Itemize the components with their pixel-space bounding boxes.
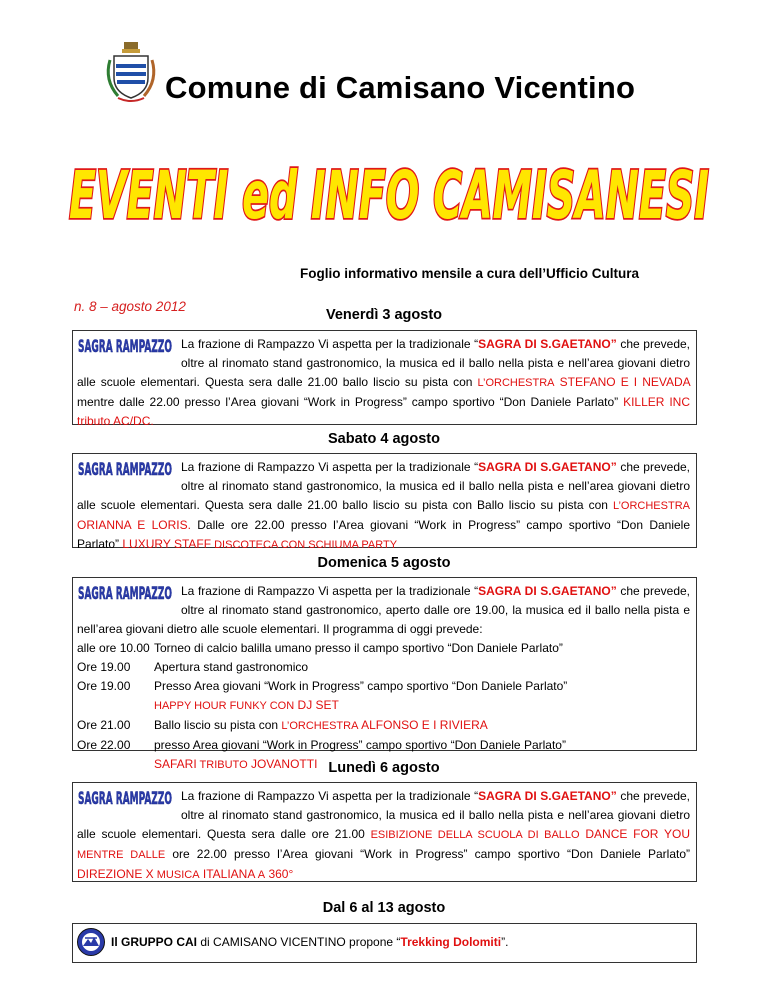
intro-text: La frazione di Rampazzo Vi aspetta per la tradizionale “: [181, 584, 479, 598]
day-heading-4: Lunedì 6 agosto: [328, 760, 440, 776]
orchestra-label: L’ORCHESTRA: [612, 500, 690, 512]
sagra-rampazzo-logo: [77, 336, 173, 356]
event-text: ore 22.00 presso l’Area giovani “Work in Progress” campo sportivo “Don Daniele Parlato”: [165, 847, 691, 861]
program-row: [77, 639, 690, 658]
sagra-logo-text: SAGRA RAMPAZZO: [78, 584, 172, 604]
event-box-4: [72, 782, 697, 882]
event-text: la musica ed il ballo nella pista e nell’area giovani dietro alle scuole elementari. Questa sera dalle ore 21.00: [77, 808, 690, 841]
event-text: mentre dalle 22.00 presso l’Area giovani “Work in Progress” campo sportivo “Don Daniele Parlato”: [77, 395, 624, 409]
program-list: [77, 639, 690, 775]
municipal-crest-icon: [104, 40, 158, 106]
sagra-rampazzo-logo: [77, 459, 173, 479]
sagra-rampazzo-logo: [77, 788, 173, 808]
intro-text: La frazione di Rampazzo Vi aspetta per la tradizionale “: [181, 789, 479, 803]
sagra-name: SAGRA DI S.GAETANO”: [478, 337, 617, 351]
program-text: presso Area giovani “Work in Progress” campo sportivo “Don Daniele Parlato”: [154, 738, 566, 752]
subtitle: Foglio informativo mensile a cura dell’Ufficio Cultura: [300, 266, 640, 281]
band-name: ORIANNA E LORIS.: [77, 518, 191, 532]
cai-description: di CAMISANO VICENTINO propone “: [197, 935, 401, 949]
event-text: la musica ed il ballo nella pista e nell’area giovani dietro alle scuole elementari. Questa sera dalle 21.00 ballo liscio su pista con: [77, 356, 690, 389]
program-text-red: L’ORCHESTRA: [281, 720, 359, 732]
comune-title: Comune di Camisano Vicentino: [165, 70, 636, 105]
cai-group: Il GRUPPO CAI: [111, 935, 198, 949]
program-time: alle ore 10.00: [77, 641, 150, 655]
cai-text: [111, 935, 508, 949]
program-row: [77, 677, 690, 696]
intro-text-post: che prevede, oltre al rinomato stand gastronomico,: [181, 584, 690, 617]
program-text: Presso Area giovani “Work in Progress” campo sportivo “Don Daniele Parlato”: [154, 679, 568, 693]
program-text-red: DJ SET: [294, 698, 339, 712]
band-name: STEFANO E I NEVADA: [554, 375, 690, 389]
program-text: Torneo di calcio balilla umano presso il campo sportivo “Don Daniele Parlato”: [154, 641, 563, 655]
banner-title: [62, 140, 717, 240]
esibizione-label: ESIBIZIONE DELLA SCUOLA DI BALLO: [370, 829, 580, 841]
sagra-logo-text: SAGRA RAMPAZZO: [78, 789, 172, 809]
sagra-logo-text: SAGRA RAMPAZZO: [78, 337, 172, 357]
intro-text: La frazione di Rampazzo Vi aspetta per la tradizionale “: [181, 460, 479, 474]
program-text-red: ALFONSO E I RIVIERA: [358, 718, 488, 732]
program-row: [77, 658, 690, 677]
sagra-logo-text: SAGRA RAMPAZZO: [78, 460, 172, 480]
sagra-name: SAGRA DI S.GAETANO”: [478, 789, 617, 803]
school-name: DANCE FOR YOU: [579, 827, 690, 841]
sagra-name: SAGRA DI S.GAETANO”: [478, 460, 617, 474]
intro-text-post: che prevede, oltre al rinomato stand gastronomico,: [181, 460, 690, 493]
program-time: [77, 696, 154, 716]
cai-end: ”.: [501, 935, 509, 949]
event-text: la musica ed il ballo nella pista e nell’area giovani dietro alle scuole elementari. Questa sera dalle 21.00 ballo liscio su pista con Ballo liscio su pista con: [77, 479, 690, 512]
program-row: [77, 716, 690, 736]
program-time: Ore 22.00: [77, 738, 131, 752]
intro-text-post: che prevede, oltre al rinomato stand gastronomico,: [181, 789, 690, 822]
event-text: aperto dalle ore 19.00, la musica ed il ballo nella pista e nell’area giovani dietro alle scuole elementari. Il programma di oggi prevede:: [77, 603, 690, 636]
event-box-5: [72, 923, 697, 963]
program-text: Apertura stand gastronomico: [154, 660, 309, 674]
program-time: Ore 21.00: [77, 718, 131, 732]
direzione-label: DIREZIONE X: [77, 867, 154, 881]
event-box-1: [72, 330, 697, 428]
program-time: Ore 19.00: [77, 679, 131, 693]
intro-text-post: che prevede, oltre al rinomato stand gastronomico,: [181, 337, 690, 370]
band-name: LUXURY STAFF: [122, 537, 212, 551]
mentre-label: MENTRE DALLE: [77, 849, 166, 861]
program-row: [77, 736, 690, 755]
degree-label: 360°: [265, 867, 294, 881]
trekking-name: Trekking Dolomiti: [400, 935, 502, 949]
program-text-red: JOVANOTTI: [247, 757, 318, 771]
a-label: A: [255, 869, 266, 881]
program-row: [77, 696, 690, 716]
day-heading-2: Sabato 4 agosto: [328, 431, 440, 447]
program-text-red: HAPPY HOUR FUNKY CON: [154, 700, 295, 712]
orchestra-label: L’ORCHESTRA: [477, 377, 555, 389]
event-text: Dalle ore 22.00 presso l’Area giovani “Work in Progress” campo sportivo “Don Daniele Parlato”: [77, 518, 691, 551]
day-heading-1: Venerdì 3 agosto: [325, 307, 443, 323]
program-text-red: SAFARI: [154, 757, 197, 771]
issue-number: n. 8 – agosto 2012: [74, 299, 186, 314]
italiana-label: ITALIANA: [199, 867, 256, 881]
sagra-name: SAGRA DI S.GAETANO”: [478, 584, 617, 598]
band-name: KILLER INC tributo AC/DC.: [77, 395, 691, 428]
program-text: Ballo liscio su pista con: [154, 718, 282, 732]
band-subtitle: DISCOTECA CON SCHIUMA PARTY: [211, 539, 398, 551]
program-text-red: TRIBUTO: [196, 759, 248, 771]
sagra-rampazzo-logo: [77, 583, 173, 603]
banner-text: EVENTI ed INFO CAMISANESI: [69, 157, 709, 234]
event-box-2: [72, 453, 697, 551]
day-heading-5: Dal 6 al 13 agosto: [322, 900, 446, 916]
intro-text: La frazione di Rampazzo Vi aspetta per la tradizionale “: [181, 337, 479, 351]
cai-logo-icon: [76, 927, 106, 957]
day-heading-3: Domenica 5 agosto: [317, 555, 451, 571]
musica-label: MUSICA: [153, 869, 200, 881]
program-time: Ore 19.00: [77, 660, 131, 674]
